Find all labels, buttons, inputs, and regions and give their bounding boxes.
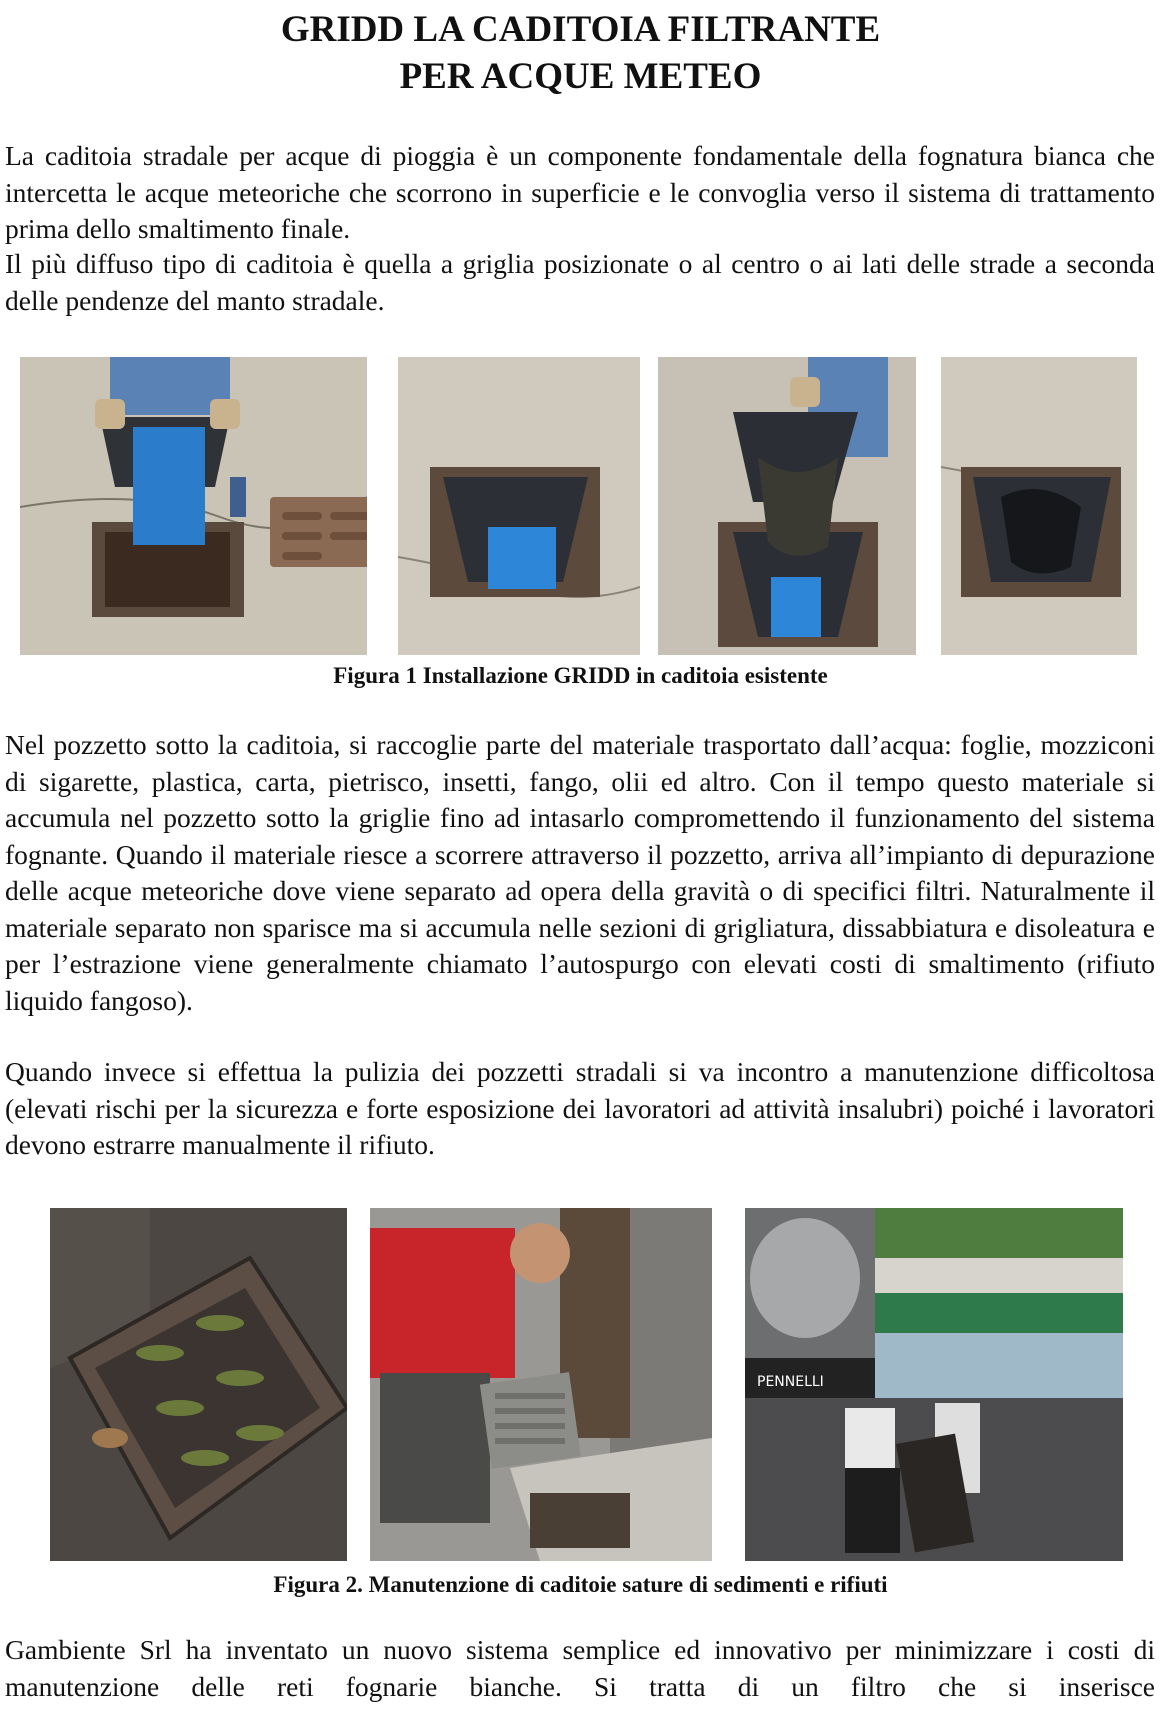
figure2-photo-3 [745, 1208, 1123, 1561]
figure1-photo-1 [20, 357, 367, 655]
figure1-photo-3 [658, 357, 916, 655]
intro-paragraph-2: Il più diffuso tipo di caditoia è quella a griglia posizionate o al centro o ai lati delle strade a seconda delle pendenze del manto stradale. [5, 248, 1155, 316]
document-title-line1: GRIDD LA CADITOIA FILTRANTE [280, 9, 881, 50]
figure1-photo-2 [398, 357, 640, 655]
svg-text:PENNELLI: PENNELLI [757, 1374, 824, 1390]
intro-paragraph-1: La caditoia stradale per acque di pioggia è un componente fondamentale della fognatura bianca che intercetta le acque meteoriche che scorrono in superficie e le convoglia verso il sistema di trattamento prima dello smaltimento finale. [5, 140, 1155, 244]
figure2-photo-2 [370, 1208, 712, 1561]
figure1-caption: Figura 1 Installazione GRIDD in caditoia esistente [333, 663, 828, 688]
body-paragraph-1: Nel pozzetto sotto la caditoia, si raccoglie parte del materiale trasportato dall’acqua: foglie, mozziconi di sigarette, plastica, carta, pietrisco, insetti, fango, olii ed altro. Con il tempo questo materiale si accumula nel pozzetto sotto la griglie fino ad intasarlo compromettendo il funzionamento del sistema fognante. Quando il materiale riesce a scorrere attraverso il pozzetto, arriva all’impianto di depurazione delle acque meteoriche dove viene separato ad opera della gravità o di specifici filtri. Naturalmente il materiale separato non sparisce ma si accumula nelle sezioni di grigliatura, dissabbiatura e disoleatura e per l’estrazione viene generalmente chiamato l’autospurgo con elevati costi di smaltimento (rifiuto liquido fangoso). [5, 729, 1155, 1016]
body-paragraph-2: Quando invece si effettua la pulizia dei pozzetti stradali si va incontro a manutenzione difficoltosa (elevati rischi per la sicurezza e forte esposizione dei lavoratori ad attività insalubri) poiché i lavoratori devono estrarre manualmente il rifiuto. [5, 1056, 1155, 1160]
closing-paragraph-1: Gambiente Srl ha inventato un nuovo sistema semplice ed innovativo per minimizzare i costi di manutenzione delle reti fognarie bianche. Si tratta di un filtro che si inserisce [5, 1634, 1155, 1702]
figure2-caption: Figura 2. Manutenzione di caditoie sature di sedimenti e rifiuti [273, 1572, 888, 1597]
document-title-line2: PER ACQUE METEO [399, 56, 762, 97]
figure2-photo-1 [50, 1208, 347, 1561]
figure1-photo-4 [941, 357, 1137, 655]
